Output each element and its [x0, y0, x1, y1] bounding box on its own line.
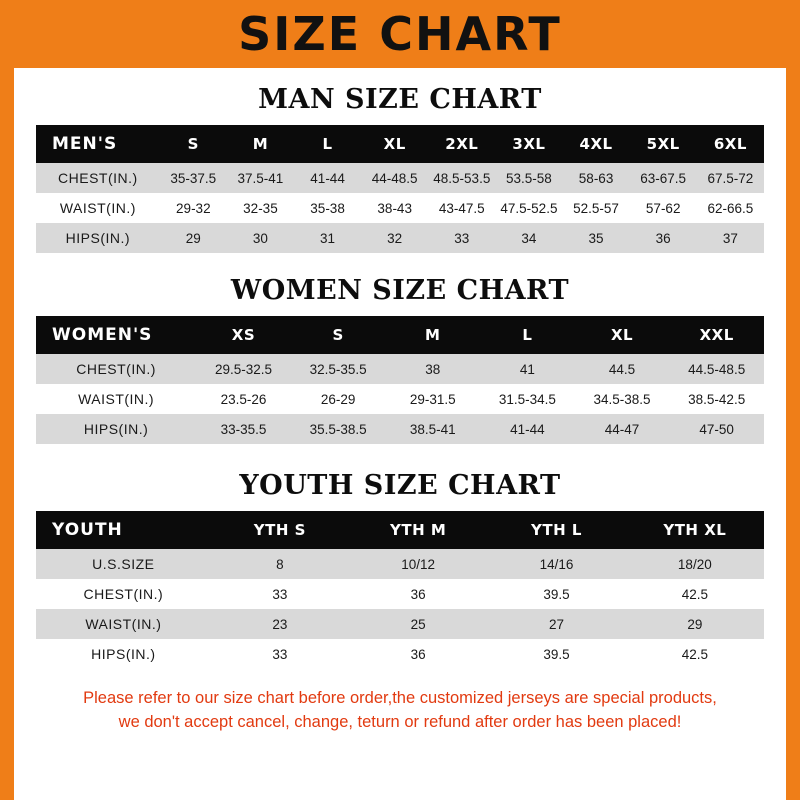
- table-cell: 26-29: [291, 384, 386, 414]
- table-header-row: [36, 316, 764, 354]
- table-cell: 23: [211, 609, 349, 639]
- table-cell: 23.5-26: [196, 384, 291, 414]
- women-section-title: WOMEN SIZE CHART: [230, 275, 570, 306]
- men-column-header: 2XL: [428, 125, 495, 163]
- men-column-header: 3XL: [495, 125, 562, 163]
- row-label: U.S.SIZE: [36, 549, 211, 579]
- table-cell: 36: [349, 639, 487, 669]
- table-row: [36, 549, 764, 579]
- women-column-header: XXL: [669, 316, 764, 354]
- table-cell: 35-37.5: [160, 163, 227, 193]
- table-header-row: [36, 125, 764, 163]
- women-column-header: XS: [196, 316, 291, 354]
- table-cell: 33: [211, 639, 349, 669]
- men-size-table: [36, 125, 764, 253]
- table-cell: 35: [563, 223, 630, 253]
- men-table-corner-header: MEN'S: [36, 125, 160, 163]
- table-cell: 58-63: [563, 163, 630, 193]
- table-row: [36, 193, 764, 223]
- table-cell: 8: [211, 549, 349, 579]
- women-column-header: XL: [575, 316, 670, 354]
- chart-content: [14, 84, 786, 735]
- youth-column-header: YTH XL: [626, 511, 764, 549]
- table-cell: 38: [385, 354, 480, 384]
- youth-table-header: [36, 511, 764, 549]
- youth-size-table: [36, 511, 764, 669]
- row-label: WAIST(IN.): [36, 193, 160, 223]
- men-column-header: M: [227, 125, 294, 163]
- table-cell: 10/12: [349, 549, 487, 579]
- row-label: HIPS(IN.): [36, 639, 211, 669]
- table-cell: 37: [697, 223, 764, 253]
- row-label: HIPS(IN.): [36, 414, 196, 444]
- youth-column-header: YTH L: [487, 511, 625, 549]
- table-cell: 18/20: [626, 549, 764, 579]
- table-cell: 33-35.5: [196, 414, 291, 444]
- table-cell: 63-67.5: [630, 163, 697, 193]
- table-cell: 36: [630, 223, 697, 253]
- table-cell: 34.5-38.5: [575, 384, 670, 414]
- women-size-table: [36, 316, 764, 444]
- table-cell: 35-38: [294, 193, 361, 223]
- table-cell: 67.5-72: [697, 163, 764, 193]
- table-cell: 38-43: [361, 193, 428, 223]
- men-section-title: MAN SIZE CHART: [258, 84, 542, 115]
- table-cell: 52.5-57: [563, 193, 630, 223]
- table-cell: 41-44: [480, 414, 575, 444]
- row-label: HIPS(IN.): [36, 223, 160, 253]
- table-cell: 41: [480, 354, 575, 384]
- table-cell: 14/16: [487, 549, 625, 579]
- youth-column-header: YTH S: [211, 511, 349, 549]
- men-column-header: 4XL: [563, 125, 630, 163]
- table-cell: 32: [361, 223, 428, 253]
- men-table-header: [36, 125, 764, 163]
- table-cell: 32.5-35.5: [291, 354, 386, 384]
- table-cell: 41-44: [294, 163, 361, 193]
- notice-line-2: we don't accept cancel, change, teturn or refund after order has been placed!: [118, 712, 682, 731]
- row-label: CHEST(IN.): [36, 579, 211, 609]
- youth-section-title: YOUTH SIZE CHART: [239, 470, 561, 501]
- women-table-corner-header: WOMEN'S: [36, 316, 196, 354]
- table-cell: 29: [626, 609, 764, 639]
- table-cell: 48.5-53.5: [428, 163, 495, 193]
- table-cell: 42.5: [626, 579, 764, 609]
- notice-line-1: Please refer to our size chart before order,the customized jerseys are special products,: [83, 689, 717, 707]
- table-cell: 57-62: [630, 193, 697, 223]
- table-cell: 32-35: [227, 193, 294, 223]
- table-cell: 29-32: [160, 193, 227, 223]
- table-row: [36, 414, 764, 444]
- table-cell: 29.5-32.5: [196, 354, 291, 384]
- table-row: [36, 639, 764, 669]
- row-label: WAIST(IN.): [36, 384, 196, 414]
- row-label: CHEST(IN.): [36, 163, 160, 193]
- table-row: [36, 384, 764, 414]
- men-column-header: XL: [361, 125, 428, 163]
- table-cell: 31.5-34.5: [480, 384, 575, 414]
- men-column-header: 6XL: [697, 125, 764, 163]
- men-column-header: L: [294, 125, 361, 163]
- row-label: WAIST(IN.): [36, 609, 211, 639]
- table-cell: 44-47: [575, 414, 670, 444]
- table-row: [36, 163, 764, 193]
- table-cell: 37.5-41: [227, 163, 294, 193]
- men-column-header: 5XL: [630, 125, 697, 163]
- table-cell: 38.5-41: [385, 414, 480, 444]
- table-row: [36, 579, 764, 609]
- table-cell: 33: [211, 579, 349, 609]
- women-column-header: L: [480, 316, 575, 354]
- table-cell: 27: [487, 609, 625, 639]
- table-cell: 29: [160, 223, 227, 253]
- table-cell: 36: [349, 579, 487, 609]
- table-cell: 29-31.5: [385, 384, 480, 414]
- table-cell: 39.5: [487, 579, 625, 609]
- table-cell: 53.5-58: [495, 163, 562, 193]
- table-cell: 25: [349, 609, 487, 639]
- table-cell: 30: [227, 223, 294, 253]
- table-cell: 34: [495, 223, 562, 253]
- table-cell: 44.5-48.5: [669, 354, 764, 384]
- table-cell: 42.5: [626, 639, 764, 669]
- table-row: [36, 223, 764, 253]
- women-table-body: [36, 354, 764, 444]
- table-cell: 33: [428, 223, 495, 253]
- table-cell: 62-66.5: [697, 193, 764, 223]
- men-table-body: [36, 163, 764, 253]
- table-cell: 47.5-52.5: [495, 193, 562, 223]
- table-cell: 39.5: [487, 639, 625, 669]
- women-table-header: [36, 316, 764, 354]
- table-cell: 44-48.5: [361, 163, 428, 193]
- table-header-row: [36, 511, 764, 549]
- page-banner: [0, 0, 800, 68]
- row-label: CHEST(IN.): [36, 354, 196, 384]
- table-row: [36, 609, 764, 639]
- table-cell: 44.5: [575, 354, 670, 384]
- table-row: [36, 354, 764, 384]
- table-cell: 47-50: [669, 414, 764, 444]
- table-cell: 35.5-38.5: [291, 414, 386, 444]
- youth-column-header: YTH M: [349, 511, 487, 549]
- women-column-header: S: [291, 316, 386, 354]
- women-column-header: M: [385, 316, 480, 354]
- table-cell: 31: [294, 223, 361, 253]
- order-notice: [36, 687, 764, 735]
- table-cell: 38.5-42.5: [669, 384, 764, 414]
- table-cell: 43-47.5: [428, 193, 495, 223]
- page-title: SIZE CHART: [238, 7, 562, 61]
- youth-table-corner-header: YOUTH: [36, 511, 211, 549]
- men-column-header: S: [160, 125, 227, 163]
- youth-table-body: [36, 549, 764, 669]
